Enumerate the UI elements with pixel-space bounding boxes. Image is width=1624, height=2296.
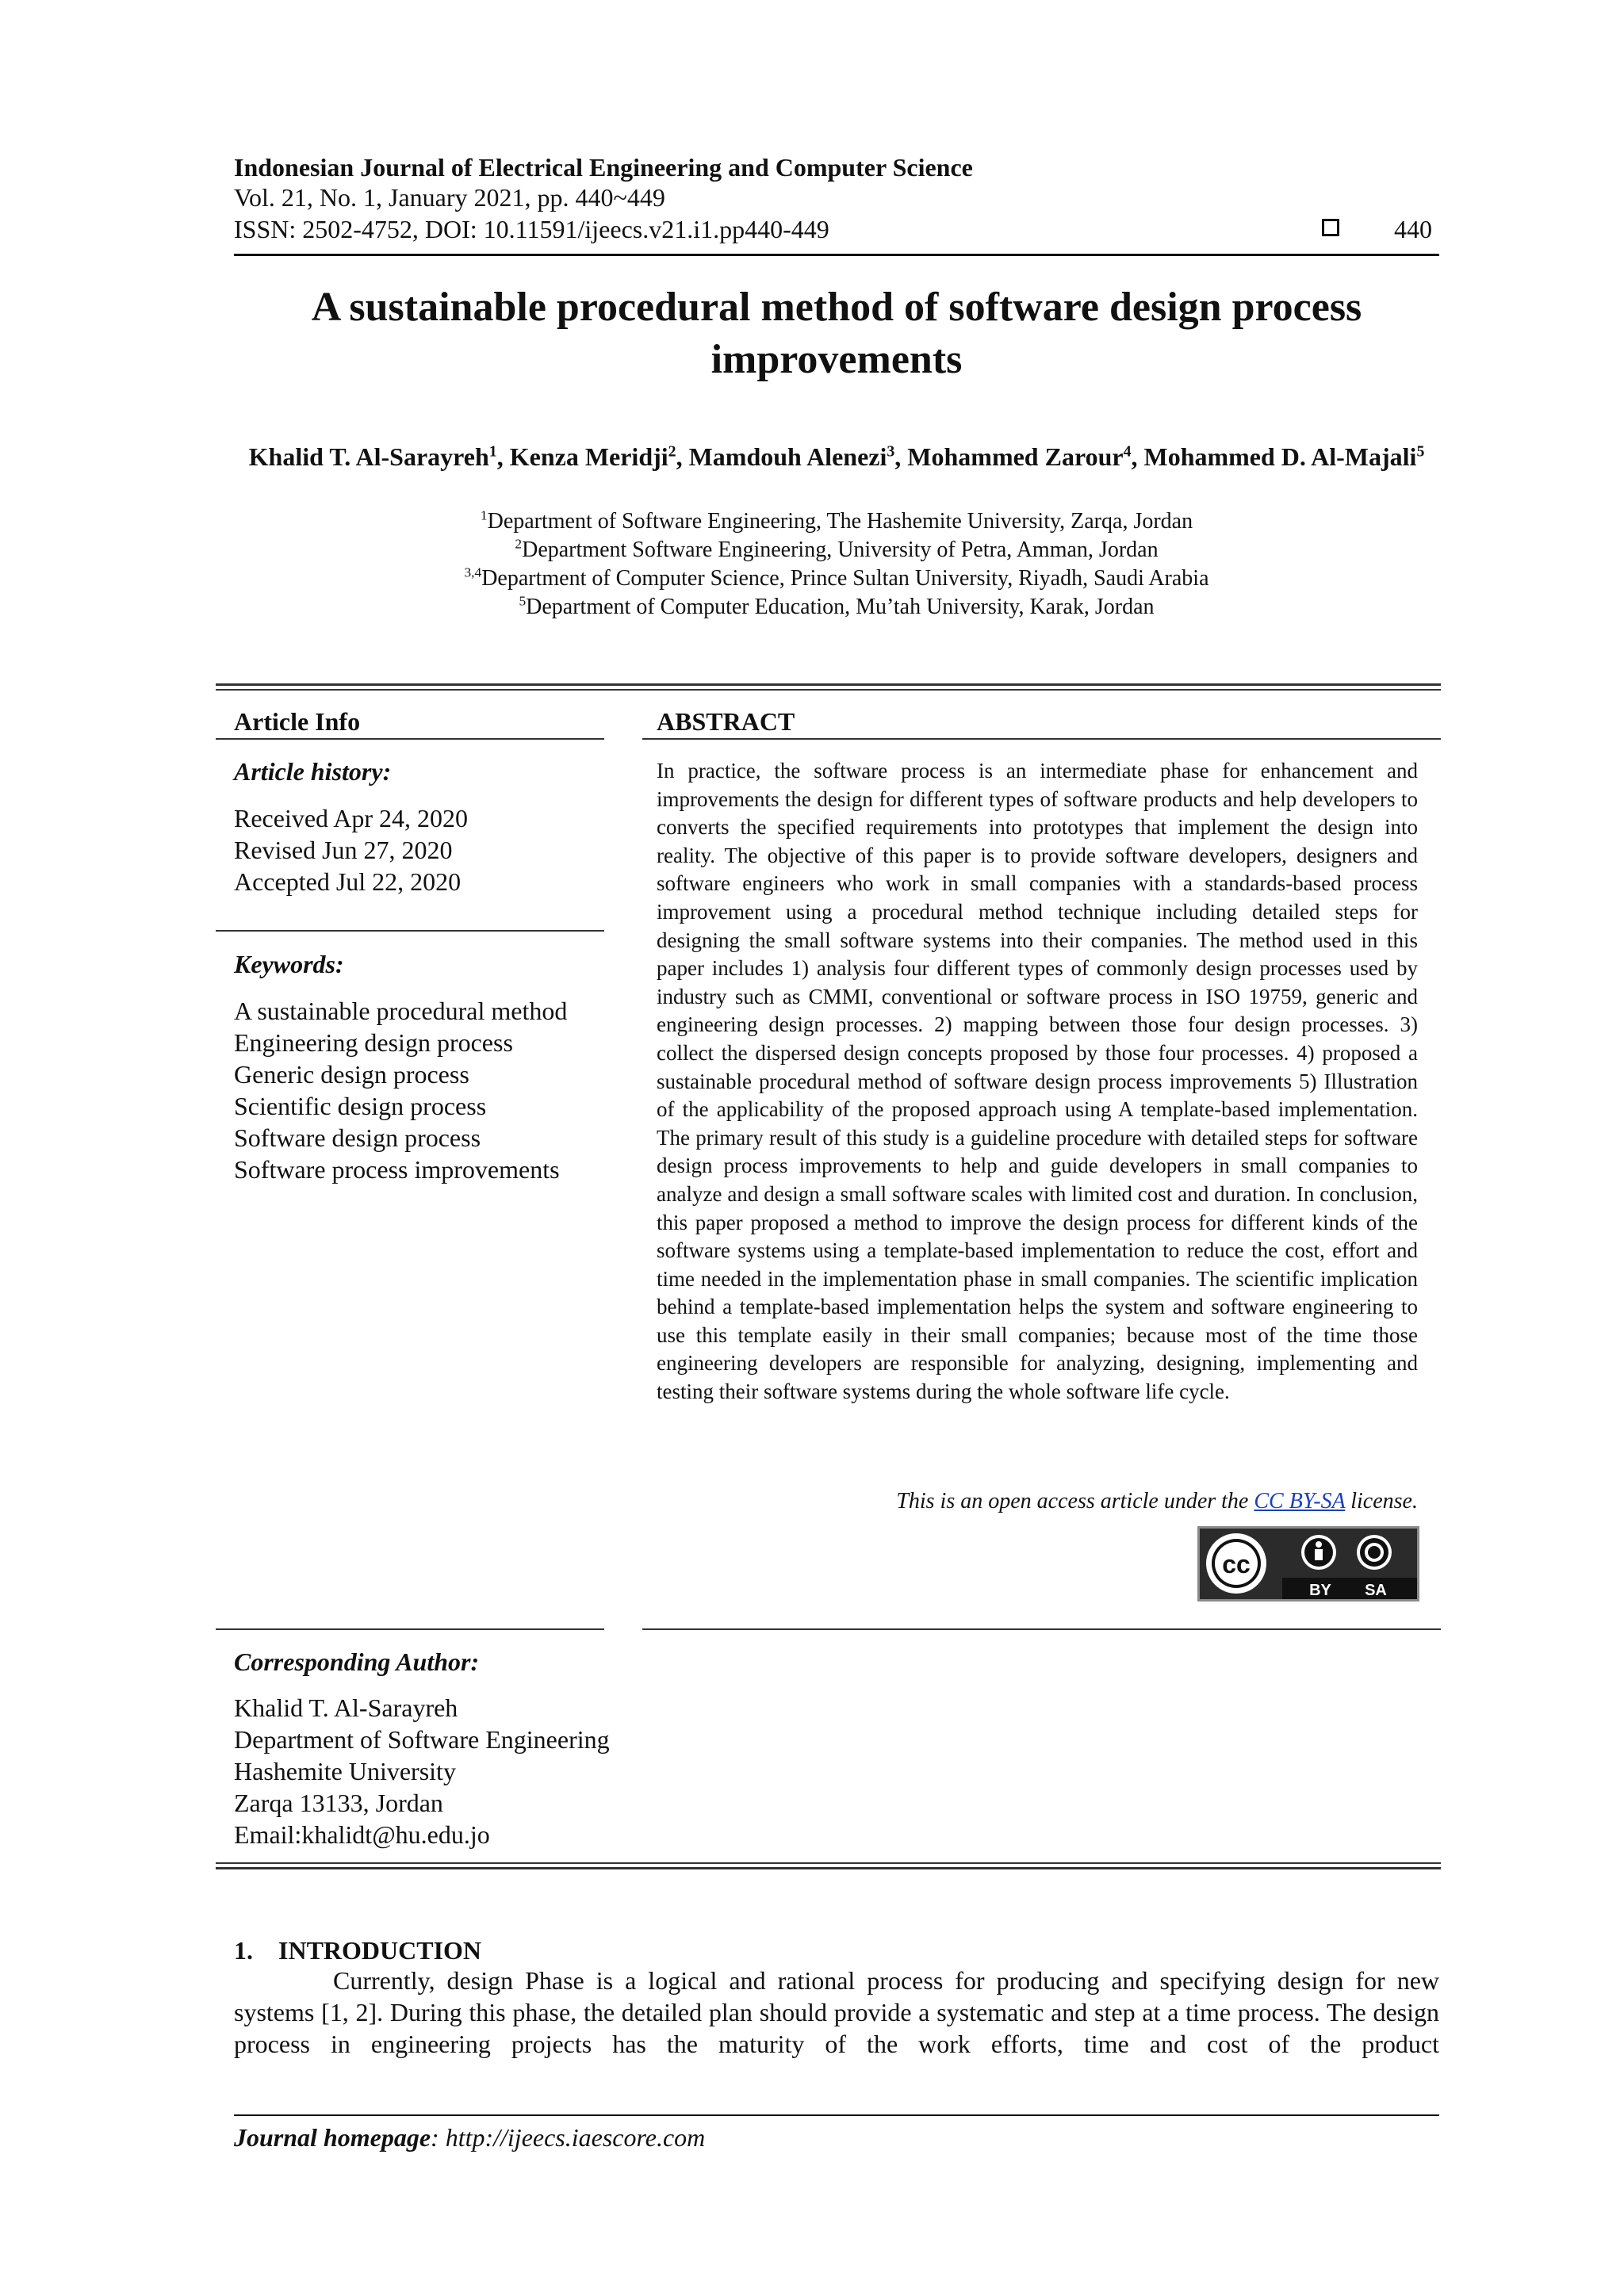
by-badge-text: BY xyxy=(1309,1582,1331,1599)
author-sup: 2 xyxy=(668,442,676,461)
corresponding-author-heading: Corresponding Author: xyxy=(234,1647,480,1676)
author-name: Mamdouh Alenezi xyxy=(688,442,887,471)
keyword: Scientific design process xyxy=(234,1092,487,1120)
author-sup: 3 xyxy=(887,442,895,461)
journal-volume: Vol. 21, No. 1, January 2021, pp. 440~449 xyxy=(234,183,665,212)
sa-badge-text: SA xyxy=(1365,1582,1387,1599)
article-info-heading: Article Info xyxy=(234,707,361,736)
license-note xyxy=(657,1489,1418,1514)
keyword: Generic design process xyxy=(234,1060,469,1089)
affiliation xyxy=(234,564,1439,593)
page-number: 440 xyxy=(1394,215,1432,243)
accepted-date: Accepted Jul 22, 2020 xyxy=(234,867,462,896)
checkbox-icon xyxy=(1322,219,1339,236)
affiliation-text: Department Software Engineering, University of Petra, Amman, Jordan xyxy=(522,538,1159,562)
homepage-label: Journal homepage xyxy=(234,2123,431,2152)
keyword: A sustainable procedural method xyxy=(234,997,568,1025)
affiliation xyxy=(234,507,1439,536)
author-sup: 5 xyxy=(1416,442,1425,461)
corresponding-email: Email:khalidt@hu.edu.jo xyxy=(234,1820,490,1849)
affiliation xyxy=(234,593,1439,622)
section-title: INTRODUCTION xyxy=(278,1936,482,1965)
corresponding-rule-left xyxy=(216,1628,604,1630)
affiliation-sup: 1 xyxy=(480,507,488,523)
corresponding-author-details xyxy=(234,1692,610,1850)
abstract-text: In practice, the software process is an intermediate phase for enhancement and improvements the design for different types of software products and help developers to converts the specified requirements into prototypes that implement the design into reality. The objective of this paper is to provide software developers, designers and software engineers who work in small companies with a standards-based process improvement using a procedural method technique including detailed steps for designing the small software systems into their companies. The method used in this paper includes 1) analysis four different types of commonly design processes used by industry such as CMMI, conventional or software process in ISO 19759, generic and engineering design processes. 2) mapping between those four design processes. 3) collect the dispersed design concepts proposed by those four processes. 4) proposed a sustainable procedural method of software design process improvements 5) Illustration of the applicability of the proposed approach using A template-based implementation. The primary result of this study is a guideline procedure with detailed steps for software design process improvements to help and guide developers in small companies to analyze and design a small software scales with limited cost and duration. In conclusion, this paper proposed a method to improve the design process for different kinds of the software systems using a template-based implementation to reduce the cost, effort and time needed in the implementation phase in small companies. The scientific implication behind a template-based implementation helps the system and software engineering to use this template easily in their small companies; because most of the time those engineering developers are responsible for analyzing, designing, implementing and testing their software systems during the whole software life cycle. xyxy=(657,759,1418,1404)
article-history-heading: Article history: xyxy=(234,757,392,786)
keywords-list xyxy=(234,995,599,1185)
license-link[interactable]: CC BY-SA xyxy=(1254,1489,1346,1513)
affiliation-text: Department of Computer Science, Prince Sultan University, Riyadh, Saudi Arabia xyxy=(481,566,1209,591)
introduction-text xyxy=(234,1965,1439,2060)
introduction-heading xyxy=(234,1936,481,1965)
affiliation-list xyxy=(234,507,1439,622)
author-name: Mohammed Zarour xyxy=(907,442,1124,471)
author-name: Mohammed D. Al-Majali xyxy=(1143,442,1417,471)
affiliation-text: Department of Software Engineering, The Hashemite University, Zarqa, Jordan xyxy=(487,509,1193,534)
header-divider xyxy=(234,254,1439,256)
keyword: Software design process xyxy=(234,1123,481,1152)
affiliation-text: Department of Computer Education, Mu’tah University, Karak, Jordan xyxy=(526,595,1155,619)
affiliation-sup: 2 xyxy=(515,536,523,552)
author-sup: 1 xyxy=(488,442,497,461)
corresponding-rule-right xyxy=(642,1628,1441,1630)
author-sup: 4 xyxy=(1123,442,1132,461)
keyword: Software process improvements xyxy=(234,1155,560,1184)
journal-issn-doi: ISSN: 2502-4752, DOI: 10.11591/ijeecs.v21.i1.pp440-449 xyxy=(234,215,829,243)
author-name: Khalid T. Al-Sarayreh xyxy=(248,442,489,471)
homepage-url: : http://ijeecs.iaescore.com xyxy=(431,2123,706,2152)
license-prefix: This is an open access article under the xyxy=(896,1489,1254,1513)
revised-date: Revised Jun 27, 2020 xyxy=(234,836,453,864)
keywords-rule xyxy=(216,930,604,932)
footer-divider xyxy=(234,2114,1439,2116)
info-box-bottom-rule xyxy=(216,1867,1441,1869)
author-name: Kenza Meridji xyxy=(509,442,668,471)
cc-badge-text: cc xyxy=(1222,1550,1251,1578)
affiliation xyxy=(234,536,1439,564)
introduction-paragraph: Currently, design Phase is a logical and rational process for producing and specifying design for new systems [1, 2]. During this phase, the detailed plan should provide a systematic and step at a time process. The design process in engineering projects has the maturity of the work efforts, time and cost of the product xyxy=(234,1966,1439,2058)
affiliation-sup: 3,4 xyxy=(464,564,482,580)
abstract-heading: ABSTRACT xyxy=(657,707,795,736)
journal-homepage xyxy=(234,2123,705,2152)
corresponding-name: Khalid T. Al-Sarayreh xyxy=(234,1693,458,1722)
info-box-top-rule xyxy=(216,683,1441,686)
info-box-top-rule-thin xyxy=(216,689,1441,691)
info-box-bottom-rule-thin xyxy=(216,1862,1441,1864)
corresponding-city: Zarqa 13133, Jordan xyxy=(234,1789,443,1817)
article-info-rule xyxy=(216,738,604,740)
journal-name: Indonesian Journal of Electrical Engineering and Computer Science xyxy=(234,153,973,182)
corresponding-univ: Hashemite University xyxy=(234,1757,456,1785)
keyword: Engineering design process xyxy=(234,1028,513,1057)
affiliation-sup: 5 xyxy=(519,593,527,609)
license-suffix: license. xyxy=(1345,1489,1418,1513)
author-list: Khalid T. Al-Sarayreh$^1$, Kenza Meridji$^2$, Mamdouh Alenezi$^3$, Mohammed Zarour$^4$, Mohammed D. Al-Majali$^5$ xyxy=(248,442,1425,471)
article-history xyxy=(234,802,468,897)
keywords-heading: Keywords: xyxy=(234,950,344,978)
section-number: 1. xyxy=(234,1936,253,1965)
corresponding-dept: Department of Software Engineering xyxy=(234,1725,610,1754)
cc-by-sa-logo xyxy=(1197,1526,1419,1601)
abstract-rule xyxy=(642,738,1441,740)
received-date: Received Apr 24, 2020 xyxy=(234,804,469,832)
paper-title: A sustainable procedural method of software design process improvements xyxy=(311,285,1362,382)
